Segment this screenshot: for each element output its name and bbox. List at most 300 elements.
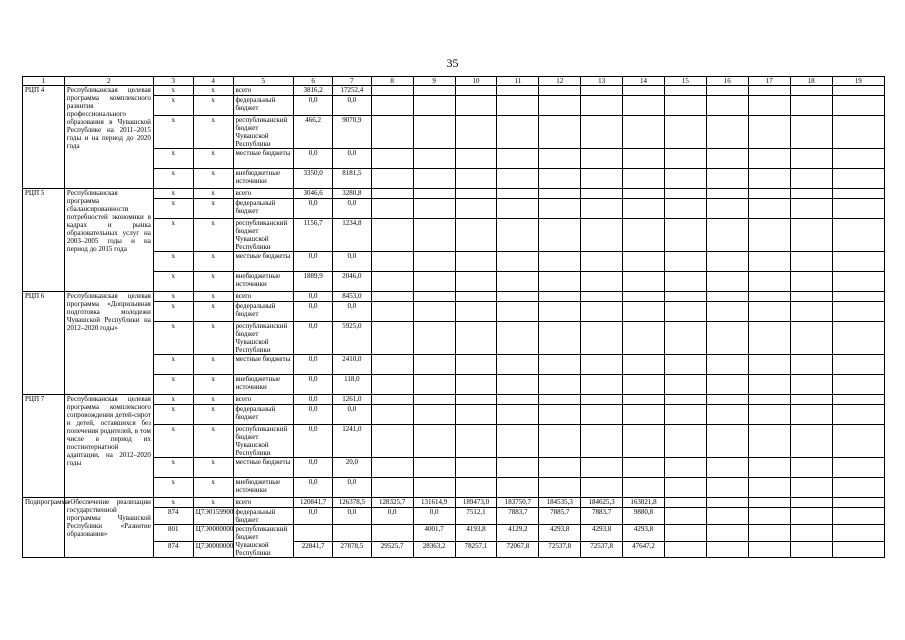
value-col11: 7883,7 — [497, 508, 539, 525]
funding-source: внебюджетные источники — [233, 169, 294, 189]
col3-value: х — [153, 478, 193, 498]
program-code: РЦП 6 — [23, 292, 65, 395]
value-col14 — [623, 458, 665, 478]
col4-value: Ц7Э0000000 — [193, 525, 233, 542]
value-col10 — [455, 86, 497, 96]
value-col18 — [790, 86, 832, 96]
col4-value: х — [193, 116, 233, 149]
value-col8 — [371, 322, 413, 355]
value-col9 — [413, 272, 455, 292]
value-col11 — [497, 189, 539, 199]
value-col11 — [497, 425, 539, 458]
program-code: Подпрограмма — [23, 498, 65, 558]
value-col6: 0,0 — [294, 375, 333, 395]
value-col13 — [581, 86, 623, 96]
value-col16 — [706, 272, 748, 292]
value-col10 — [455, 116, 497, 149]
value-col9 — [413, 478, 455, 498]
value-col15 — [664, 458, 706, 478]
value-col12 — [539, 458, 581, 478]
value-col19 — [832, 272, 884, 292]
value-col12: 184535,3 — [539, 498, 581, 508]
value-col10 — [455, 478, 497, 498]
value-col17 — [748, 478, 790, 498]
value-col17 — [748, 405, 790, 425]
col3-value: х — [153, 96, 193, 116]
value-col16 — [706, 86, 748, 96]
value-col7: 0,0 — [332, 508, 371, 525]
value-col11 — [497, 375, 539, 395]
value-col19 — [832, 405, 884, 425]
value-col11 — [497, 116, 539, 149]
value-col6: 1156,7 — [294, 219, 333, 252]
value-col7: 8453,0 — [332, 292, 371, 302]
value-col11 — [497, 86, 539, 96]
column-number-5: 5 — [233, 77, 294, 86]
value-col10 — [455, 149, 497, 169]
value-col15 — [664, 541, 706, 558]
value-col19 — [832, 525, 884, 542]
funding-source: федеральный бюджет — [233, 302, 294, 322]
value-col7: 1234,8 — [332, 219, 371, 252]
value-col10 — [455, 322, 497, 355]
value-col17 — [748, 292, 790, 302]
value-col13 — [581, 219, 623, 252]
value-col11: 72067,8 — [497, 541, 539, 558]
value-col16 — [706, 322, 748, 355]
value-col9 — [413, 219, 455, 252]
value-col16 — [706, 458, 748, 478]
col3-value: х — [153, 272, 193, 292]
program-code: РЦП 4 — [23, 86, 65, 189]
value-col6: 22841,7 — [294, 541, 333, 558]
value-col15 — [664, 252, 706, 272]
value-col6: 3816,2 — [294, 86, 333, 96]
value-col9 — [413, 355, 455, 375]
value-col16 — [706, 252, 748, 272]
value-col7: 1241,0 — [332, 425, 371, 458]
funding-source: внебюджетные источники — [233, 478, 294, 498]
value-col7: 0,0 — [332, 149, 371, 169]
value-col12 — [539, 252, 581, 272]
value-col19 — [832, 292, 884, 302]
col3-value: х — [153, 189, 193, 199]
table-row — [23, 498, 885, 508]
col3-value: х — [153, 322, 193, 355]
value-col11 — [497, 478, 539, 498]
funding-source: внебюджетные источники — [233, 272, 294, 292]
col3-value: х — [153, 252, 193, 272]
value-col17 — [748, 86, 790, 96]
value-col19 — [832, 478, 884, 498]
value-col13: 7883,7 — [581, 508, 623, 525]
value-col13 — [581, 272, 623, 292]
value-col6: 0,0 — [294, 458, 333, 478]
funding-source: республиканский бюджет Чувашской Республики — [233, 219, 294, 252]
value-col14 — [623, 292, 665, 302]
value-col8 — [371, 169, 413, 189]
value-col13: 184625,3 — [581, 498, 623, 508]
value-col9 — [413, 199, 455, 219]
value-col13 — [581, 395, 623, 405]
col4-value: х — [193, 395, 233, 405]
value-col13 — [581, 302, 623, 322]
value-col8 — [371, 405, 413, 425]
value-col16 — [706, 189, 748, 199]
funding-source: федеральный бюджет — [233, 508, 294, 525]
page-number: 35 — [446, 56, 459, 70]
value-col12 — [539, 96, 581, 116]
value-col15 — [664, 169, 706, 189]
column-number-14: 14 — [623, 77, 665, 86]
value-col7 — [332, 525, 371, 542]
value-col18 — [790, 375, 832, 395]
value-col6: 0,0 — [294, 478, 333, 498]
value-col16 — [706, 149, 748, 169]
value-col15 — [664, 272, 706, 292]
value-col10 — [455, 395, 497, 405]
col3-value: х — [153, 169, 193, 189]
value-col14 — [623, 219, 665, 252]
value-col7: 0,0 — [332, 96, 371, 116]
value-col9 — [413, 322, 455, 355]
column-number-18: 18 — [790, 77, 832, 86]
value-col6: 3046,6 — [294, 189, 333, 199]
value-col17 — [748, 322, 790, 355]
value-col6: 0,0 — [294, 355, 333, 375]
value-col16 — [706, 375, 748, 395]
value-col14 — [623, 395, 665, 405]
value-col8 — [371, 478, 413, 498]
value-col6: 0,0 — [294, 149, 333, 169]
value-col18 — [790, 302, 832, 322]
value-col14 — [623, 375, 665, 395]
col3-value: х — [153, 498, 193, 508]
value-col7: 20,0 — [332, 458, 371, 478]
value-col14: 9880,8 — [623, 508, 665, 525]
value-col18 — [790, 355, 832, 375]
funding-source: местные бюджеты — [233, 355, 294, 375]
value-col15 — [664, 508, 706, 525]
value-col17 — [748, 116, 790, 149]
value-col12 — [539, 405, 581, 425]
value-col6: 0,0 — [294, 322, 333, 355]
value-col12 — [539, 322, 581, 355]
value-col13 — [581, 375, 623, 395]
value-col7: 9070,9 — [332, 116, 371, 149]
column-number-1: 1 — [23, 77, 65, 86]
value-col14: 163821,8 — [623, 498, 665, 508]
value-col16 — [706, 425, 748, 458]
value-col7: 3280,8 — [332, 189, 371, 199]
value-col10: 78257,1 — [455, 541, 497, 558]
funding-source: всего — [233, 498, 294, 508]
value-col6: 0,0 — [294, 508, 333, 525]
value-col12 — [539, 302, 581, 322]
value-col9 — [413, 169, 455, 189]
value-col11 — [497, 219, 539, 252]
value-col12 — [539, 199, 581, 219]
value-col18 — [790, 498, 832, 508]
col3-value: х — [153, 458, 193, 478]
value-col10 — [455, 375, 497, 395]
col4-value: Ц7Э0000000 — [193, 541, 233, 558]
col4-value: х — [193, 375, 233, 395]
value-col16 — [706, 355, 748, 375]
value-col17 — [748, 302, 790, 322]
col4-value: х — [193, 86, 233, 96]
value-col8: 128325,7 — [371, 498, 413, 508]
value-col19 — [832, 355, 884, 375]
value-col6: 1889,9 — [294, 272, 333, 292]
value-col14 — [623, 355, 665, 375]
value-col13: 4293,8 — [581, 525, 623, 542]
value-col17 — [748, 458, 790, 478]
value-col19 — [832, 149, 884, 169]
value-col7: 17252,4 — [332, 86, 371, 96]
value-col15 — [664, 302, 706, 322]
value-col15 — [664, 375, 706, 395]
value-col16 — [706, 478, 748, 498]
value-col16 — [706, 169, 748, 189]
value-col19 — [832, 425, 884, 458]
column-number-13: 13 — [581, 77, 623, 86]
value-col7: 126378,5 — [332, 498, 371, 508]
value-col9 — [413, 149, 455, 169]
column-number-15: 15 — [664, 77, 706, 86]
value-col18 — [790, 322, 832, 355]
funding-source: всего — [233, 189, 294, 199]
column-number-6: 6 — [294, 77, 333, 86]
value-col16 — [706, 96, 748, 116]
value-col14 — [623, 478, 665, 498]
value-col19 — [832, 541, 884, 558]
value-col9 — [413, 375, 455, 395]
col3-value: х — [153, 405, 193, 425]
value-col15 — [664, 86, 706, 96]
col3-value: х — [153, 355, 193, 375]
value-col15 — [664, 322, 706, 355]
value-col10 — [455, 189, 497, 199]
value-col10: 7512,1 — [455, 508, 497, 525]
funding-source: внебюджетные источники — [233, 375, 294, 395]
funding-source: федеральный бюджет — [233, 96, 294, 116]
value-col12 — [539, 219, 581, 252]
value-col18 — [790, 219, 832, 252]
table-row — [23, 395, 885, 405]
value-col8 — [371, 525, 413, 542]
value-col10 — [455, 302, 497, 322]
col3-value: х — [153, 219, 193, 252]
value-col19 — [832, 508, 884, 525]
value-col12 — [539, 375, 581, 395]
value-col13 — [581, 322, 623, 355]
value-col18 — [790, 478, 832, 498]
value-col8 — [371, 375, 413, 395]
value-col17 — [748, 252, 790, 272]
col3-value: х — [153, 86, 193, 96]
value-col11 — [497, 395, 539, 405]
value-col14 — [623, 116, 665, 149]
value-col14: 47647,2 — [623, 541, 665, 558]
value-col9 — [413, 395, 455, 405]
value-col11 — [497, 322, 539, 355]
value-col13 — [581, 458, 623, 478]
value-col15 — [664, 149, 706, 169]
value-col13 — [581, 405, 623, 425]
value-col18 — [790, 425, 832, 458]
value-col9 — [413, 252, 455, 272]
value-col17 — [748, 355, 790, 375]
value-col15 — [664, 498, 706, 508]
value-col18 — [790, 541, 832, 558]
value-col17 — [748, 272, 790, 292]
value-col8 — [371, 355, 413, 375]
value-col8: 0,0 — [371, 508, 413, 525]
value-col12 — [539, 272, 581, 292]
value-col14 — [623, 272, 665, 292]
program-code: РЦП 7 — [23, 395, 65, 498]
value-col17 — [748, 498, 790, 508]
funding-source: республиканский бюджет Чувашской Республики — [233, 525, 294, 558]
value-col8 — [371, 425, 413, 458]
value-col14 — [623, 96, 665, 116]
funding-source: республиканский бюджет Чувашской Республики — [233, 116, 294, 149]
table-row — [23, 292, 885, 302]
funding-source: всего — [233, 292, 294, 302]
value-col15 — [664, 219, 706, 252]
column-number-10: 10 — [455, 77, 497, 86]
value-col7: 0,0 — [332, 405, 371, 425]
value-col17 — [748, 219, 790, 252]
value-col11 — [497, 96, 539, 116]
column-number-8: 8 — [371, 77, 413, 86]
value-col8 — [371, 96, 413, 116]
value-col18 — [790, 525, 832, 542]
value-col12: 72537,8 — [539, 541, 581, 558]
value-col14: 4293,8 — [623, 525, 665, 542]
program-name: Республиканская целевая программа «Допризывная подготовка молодежи Чувашской Республики на 2012–2020 годы» — [64, 292, 153, 395]
value-col17 — [748, 375, 790, 395]
value-col6: 3350,0 — [294, 169, 333, 189]
value-col14 — [623, 252, 665, 272]
value-col14 — [623, 86, 665, 96]
value-col12 — [539, 292, 581, 302]
value-col18 — [790, 272, 832, 292]
column-number-11: 11 — [497, 77, 539, 86]
value-col10 — [455, 219, 497, 252]
value-col10 — [455, 199, 497, 219]
value-col11 — [497, 355, 539, 375]
value-col19 — [832, 375, 884, 395]
value-col11 — [497, 169, 539, 189]
value-col12 — [539, 169, 581, 189]
value-col13 — [581, 425, 623, 458]
col4-value: х — [193, 405, 233, 425]
value-col17 — [748, 199, 790, 219]
budget-table — [22, 76, 885, 558]
value-col16 — [706, 116, 748, 149]
value-col17 — [748, 169, 790, 189]
funding-source: республиканский бюджет Чувашской Республики — [233, 322, 294, 355]
value-col19 — [832, 395, 884, 405]
value-col12 — [539, 355, 581, 375]
value-col17 — [748, 508, 790, 525]
value-col9 — [413, 302, 455, 322]
value-col13 — [581, 149, 623, 169]
value-col18 — [790, 395, 832, 405]
value-col8 — [371, 395, 413, 405]
value-col16 — [706, 302, 748, 322]
value-col8 — [371, 86, 413, 96]
value-col9: 4001,7 — [413, 525, 455, 542]
col4-value: х — [193, 425, 233, 458]
col4-value: х — [193, 219, 233, 252]
value-col13 — [581, 169, 623, 189]
value-col16 — [706, 541, 748, 558]
value-col11 — [497, 458, 539, 478]
column-number-2: 2 — [64, 77, 153, 86]
value-col8 — [371, 252, 413, 272]
value-col13 — [581, 96, 623, 116]
col3-value: х — [153, 395, 193, 405]
value-col10 — [455, 252, 497, 272]
value-col12 — [539, 395, 581, 405]
value-col12: 4293,8 — [539, 525, 581, 542]
value-col15 — [664, 116, 706, 149]
col4-value: х — [193, 169, 233, 189]
value-col15 — [664, 96, 706, 116]
program-code: РЦП 5 — [23, 189, 65, 292]
value-col9 — [413, 405, 455, 425]
value-col19 — [832, 252, 884, 272]
col4-value: х — [193, 322, 233, 355]
col4-value: х — [193, 478, 233, 498]
value-col11 — [497, 302, 539, 322]
value-col12 — [539, 425, 581, 458]
value-col9 — [413, 189, 455, 199]
value-col18 — [790, 252, 832, 272]
value-col18 — [790, 508, 832, 525]
funding-source: федеральный бюджет — [233, 199, 294, 219]
value-col14 — [623, 199, 665, 219]
col3-value: х — [153, 116, 193, 149]
value-col15 — [664, 395, 706, 405]
value-col9 — [413, 425, 455, 458]
value-col13 — [581, 478, 623, 498]
col4-value: х — [193, 292, 233, 302]
value-col12 — [539, 478, 581, 498]
value-col8 — [371, 458, 413, 478]
value-col13: 72537,8 — [581, 541, 623, 558]
value-col12 — [539, 86, 581, 96]
value-col6: 0,0 — [294, 405, 333, 425]
value-col9 — [413, 86, 455, 96]
value-col18 — [790, 292, 832, 302]
value-col19 — [832, 189, 884, 199]
value-col18 — [790, 116, 832, 149]
col4-value: х — [193, 498, 233, 508]
col3-value: х — [153, 199, 193, 219]
funding-source: местные бюджеты — [233, 458, 294, 478]
value-col8 — [371, 199, 413, 219]
funding-source: местные бюджеты — [233, 252, 294, 272]
value-col16 — [706, 498, 748, 508]
value-col17 — [748, 189, 790, 199]
value-col9: 28363,2 — [413, 541, 455, 558]
value-col13 — [581, 252, 623, 272]
value-col11 — [497, 199, 539, 219]
